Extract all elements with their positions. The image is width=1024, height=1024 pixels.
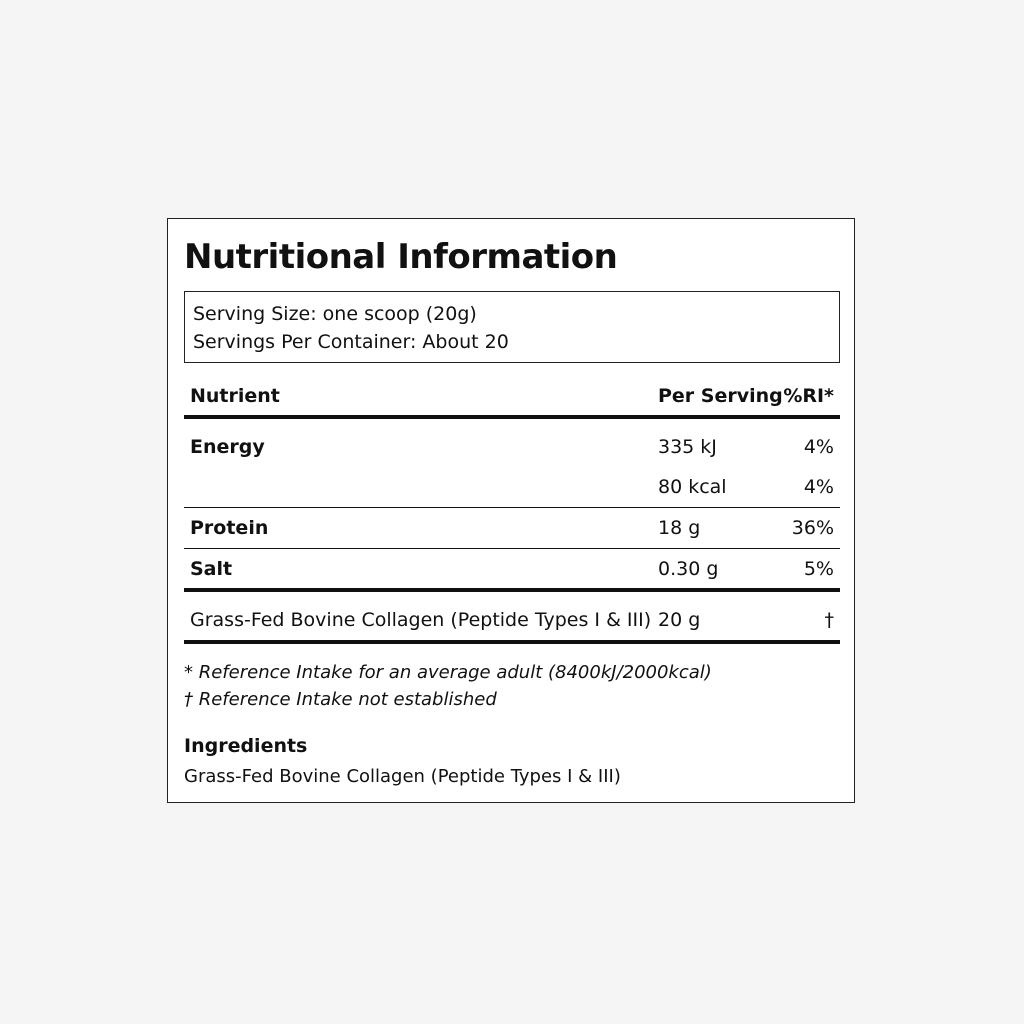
nutrient-name: Energy xyxy=(190,436,265,458)
header-ri: %RI* xyxy=(783,385,834,407)
table-bottom-divider xyxy=(184,640,840,644)
header-divider xyxy=(184,415,840,419)
nutrient-ri: † xyxy=(824,609,834,631)
footnote-reference-intake: * Reference Intake for an average adult (8400kJ/2000kcal) xyxy=(184,662,712,683)
nutrient-ri: 5% xyxy=(803,558,834,580)
nutrient-per-serving: 80 kcal xyxy=(658,476,727,498)
nutrient-per-serving: 0.30 g xyxy=(658,558,719,580)
header-nutrient: Nutrient xyxy=(190,385,280,407)
header-per-serving: Per Serving xyxy=(658,385,783,407)
row-divider-thick xyxy=(184,588,840,592)
nutrient-name: Salt xyxy=(190,558,233,580)
nutrient-name: Grass-Fed Bovine Collagen (Peptide Types I & III) xyxy=(190,609,652,631)
label-title: Nutritional Information xyxy=(184,237,618,277)
nutrition-label-panel xyxy=(167,218,855,803)
servings-per-container: Servings Per Container: About 20 xyxy=(193,331,509,353)
ingredients-heading: Ingredients xyxy=(184,735,308,757)
row-divider xyxy=(184,507,840,508)
nutrient-per-serving: 335 kJ xyxy=(658,436,717,458)
nutrient-ri: 36% xyxy=(791,517,834,539)
nutrient-per-serving: 18 g xyxy=(658,517,701,539)
ingredients-text: Grass-Fed Bovine Collagen (Peptide Types I & III) xyxy=(184,766,621,787)
serving-info-box xyxy=(184,291,840,363)
row-divider xyxy=(184,548,840,549)
serving-size: Serving Size: one scoop (20g) xyxy=(193,303,477,325)
footnote-not-established: † Reference Intake not established xyxy=(184,689,497,710)
nutrient-per-serving: 20 g xyxy=(658,609,701,631)
nutrient-ri: 4% xyxy=(803,436,834,458)
nutrient-name: Protein xyxy=(190,517,269,539)
nutrient-ri: 4% xyxy=(803,476,834,498)
